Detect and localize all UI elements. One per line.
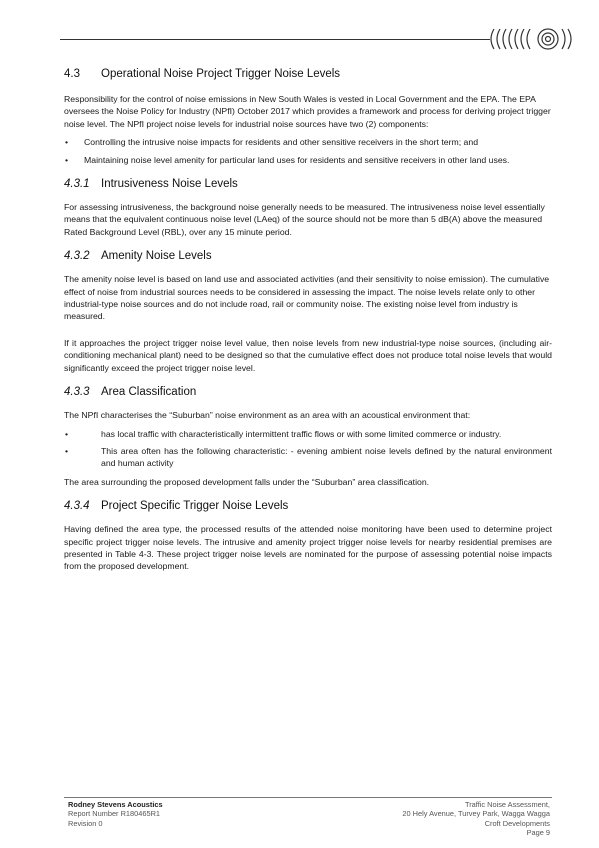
list-item	[64, 136, 552, 148]
paragraph: The NPfI characterises the “Suburban” noise environment as an area with an acoustical environment that:	[64, 410, 471, 421]
subsection-number: 4.3.1	[64, 178, 90, 191]
subsection-heading	[64, 500, 552, 512]
paragraph: The amenity noise level is based on land use and associated activities (and their sensitivity to noise emission). The cumulative effect of noise from industrial sources needs to be considered in assessing the impact. The noise levels relate only to other industrial-type noise sources and do not include road, rail or community noise. The existing noise level from industry is measured.	[64, 274, 550, 322]
bullet-icon: •	[65, 445, 69, 456]
footer-page-number: Page 9	[526, 828, 550, 838]
subsection-number: 4.3.4	[64, 500, 90, 513]
paragraph: The area surrounding the proposed development falls under the “Suburban” area classification.	[64, 476, 430, 487]
paragraph: If it approaches the project trigger noise level value, then noise levels from new industrial-type noise sources, (including air-conditioning mechanical plant) need to be designed so that the cumulative effect does not produce total noise levels that would significantly exceed the project trigger noise level.	[64, 337, 552, 373]
subsection-heading	[64, 178, 552, 190]
paragraph: For assessing intrusiveness, the background noise generally needs to be measured. The intrusiveness noise level essentially means that the equivalent continuous noise level (LAeq) of the source should not be more than 5 dB(A) above the measured Rated Background Level (RBL), over any 15 minute period.	[64, 202, 545, 237]
subsection-title: Intrusiveness Noise Levels	[101, 178, 238, 191]
footer-right	[402, 800, 550, 838]
list-item	[64, 445, 552, 470]
list-item	[64, 428, 552, 440]
subsection-number: 4.3.2	[64, 250, 90, 263]
bullet-icon: •	[65, 154, 69, 165]
footer-company: Rodney Stevens Acoustics	[68, 800, 163, 809]
bullet-text: Maintaining noise level amenity for particular land uses for residents and sensitive receivers in other land uses.	[84, 154, 510, 165]
footer-client: Croft Developments	[484, 818, 550, 828]
section-bullet-list	[64, 136, 552, 166]
concentric-arcs-logo-icon	[486, 25, 576, 53]
bullet-text: has local traffic with characteristically intermittent traffic flows or with some limited commerce or industry.	[101, 428, 502, 439]
section-heading	[64, 68, 552, 80]
section-number: 4.3	[64, 68, 80, 80]
section-intro: Responsibility for the control of noise emissions in New South Wales is vested in Local Government and the EPA. The EPA oversees the Noise Policy for Industry (NPfI) October 2017 which provides a framework and process for deriving project trigger noise level. The NPfI project noise levels for industrial noise sources have two (2) components:	[64, 94, 551, 129]
section-title: Operational Noise Project Trigger Noise Levels	[101, 68, 341, 80]
footer-report-number: Report Number R180465R1	[68, 809, 161, 819]
subsection-title: Amenity Noise Levels	[101, 250, 212, 263]
subsection-number: 4.3.3	[64, 386, 90, 399]
subsection-heading	[64, 250, 552, 262]
footer-left	[68, 800, 163, 828]
footer-doc-title: Traffic Noise Assessment,	[464, 800, 550, 809]
footer-rule	[64, 797, 552, 798]
header-rule	[60, 39, 490, 40]
footer-revision: Revision 0	[68, 818, 103, 828]
list-item	[64, 154, 552, 166]
footer-address: 20 Hely Avenue, Turvey Park, Wagga Wagga	[402, 809, 550, 819]
subsection-title: Area Classification	[101, 386, 197, 399]
page-content	[64, 68, 552, 579]
subsection-title: Project Specific Trigger Noise Levels	[101, 500, 289, 513]
subsection-heading	[64, 386, 552, 398]
paragraph: Having defined the area type, the processed results of the attended noise monitoring have been used to determine project specific project trigger noise levels. The intrusive and amenity project trigger noise levels for nearby residential premises are presented in Table 4-3. These project trigger noise levels are nominated for the purpose of assessing potential noise impacts from the proposed development.	[64, 524, 552, 572]
classification-bullet-list	[64, 428, 552, 470]
bullet-icon: •	[65, 137, 69, 148]
bullet-text: This area often has the following characteristic: - evening ambient noise levels defined by the natural environment and human activity	[101, 445, 552, 469]
bullet-text: Controlling the intrusive noise impacts for residents and other sensitive receivers in the short term; and	[84, 137, 479, 148]
bullet-icon: •	[65, 428, 69, 439]
